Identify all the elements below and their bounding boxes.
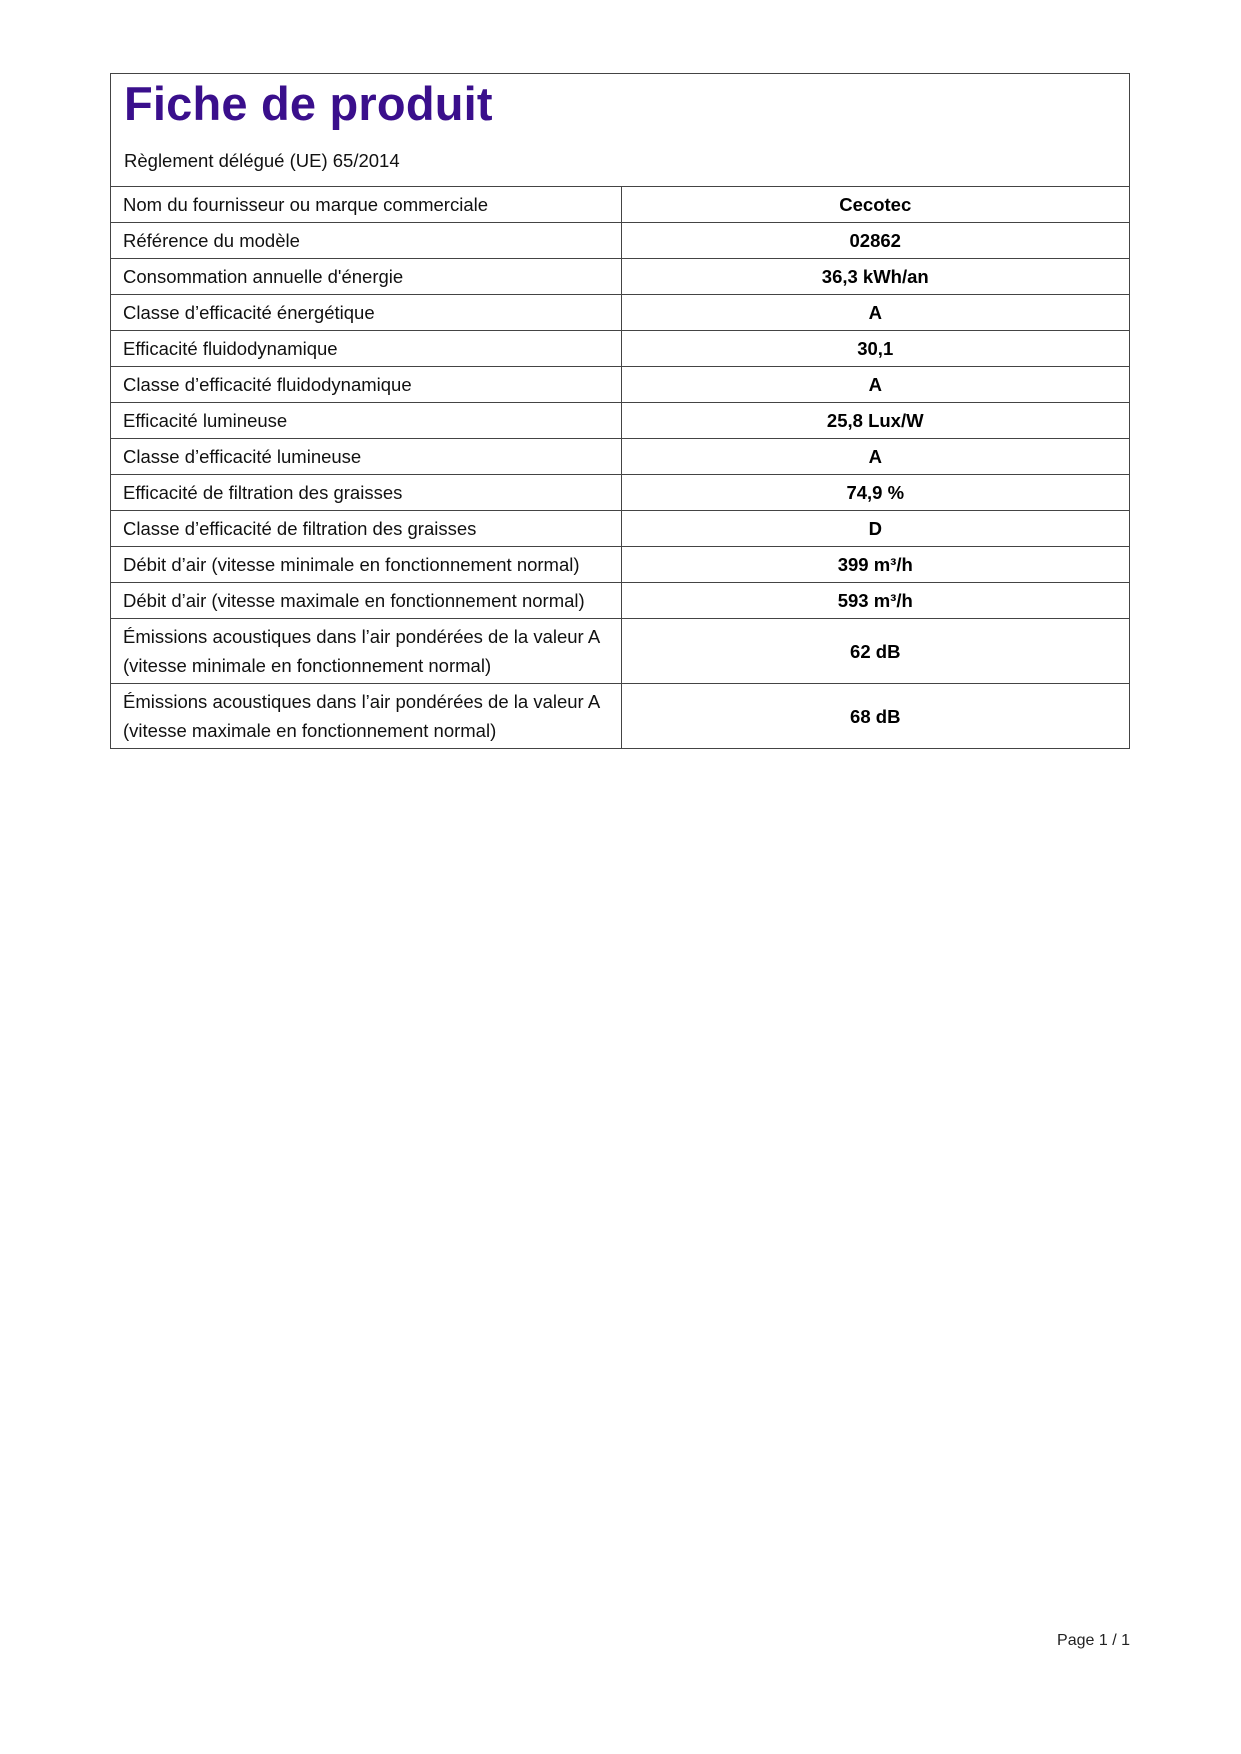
row-label: Consommation annuelle d'énergie	[111, 259, 621, 295]
sheet-header	[111, 74, 1129, 187]
row-value: 593 m³/h	[621, 583, 1129, 619]
row-label: Classe d’efficacité énergétique	[111, 295, 621, 331]
table-row-fluid-efficiency	[111, 331, 1129, 367]
row-value: 68 dB	[621, 684, 1129, 749]
table-row-light-class	[111, 439, 1129, 475]
row-label: Efficacité fluidodynamique	[111, 331, 621, 367]
row-value: A	[621, 439, 1129, 475]
row-value: 25,8 Lux/W	[621, 403, 1129, 439]
specs-table	[111, 187, 1129, 748]
table-row-noise-max	[111, 684, 1129, 749]
row-label: Efficacité de filtration des graisses	[111, 475, 621, 511]
table-row-grease-class	[111, 511, 1129, 547]
row-label: Classe d’efficacité de filtration des graisses	[111, 511, 621, 547]
table-row-light-efficiency	[111, 403, 1129, 439]
regulation-subtitle: Règlement délégué (UE) 65/2014	[124, 150, 400, 171]
row-label: Efficacité lumineuse	[111, 403, 621, 439]
table-row-airflow-min	[111, 547, 1129, 583]
row-label: Référence du modèle	[111, 223, 621, 259]
table-row-supplier	[111, 187, 1129, 223]
row-label: Classe d’efficacité fluidodynamique	[111, 367, 621, 403]
row-value: 62 dB	[621, 619, 1129, 684]
row-value: 02862	[621, 223, 1129, 259]
product-sheet	[110, 73, 1130, 749]
row-value: A	[621, 367, 1129, 403]
row-label: Nom du fournisseur ou marque commerciale	[111, 187, 621, 223]
row-label: Débit d’air (vitesse maximale en fonctionnement normal)	[111, 583, 621, 619]
row-label-line: (vitesse maximale en fonctionnement normal)	[123, 720, 497, 741]
table-row-fluid-class	[111, 367, 1129, 403]
row-value: D	[621, 511, 1129, 547]
table-row-model-reference	[111, 223, 1129, 259]
table-row-annual-energy	[111, 259, 1129, 295]
row-value: 399 m³/h	[621, 547, 1129, 583]
row-value: 36,3 kWh/an	[621, 259, 1129, 295]
row-label: Classe d’efficacité lumineuse	[111, 439, 621, 475]
table-row-airflow-max	[111, 583, 1129, 619]
row-label	[111, 619, 621, 684]
row-value: A	[621, 295, 1129, 331]
row-label-line: Émissions acoustiques dans l’air pondérées de la valeur A	[123, 626, 601, 647]
table-row-grease-efficiency	[111, 475, 1129, 511]
row-label: Débit d’air (vitesse minimale en fonctionnement normal)	[111, 547, 621, 583]
page-number: Page 1 / 1	[1057, 1632, 1130, 1649]
table-row-noise-min	[111, 619, 1129, 684]
row-label-line: (vitesse minimale en fonctionnement normal)	[123, 655, 492, 676]
table-row-energy-class	[111, 295, 1129, 331]
row-label-line: Émissions acoustiques dans l’air pondérées de la valeur A	[123, 691, 601, 712]
row-value: Cecotec	[839, 194, 912, 215]
row-label	[111, 684, 621, 749]
page-title: Fiche de produit	[124, 77, 493, 130]
row-value: 30,1	[621, 331, 1129, 367]
row-value: 74,9 %	[621, 475, 1129, 511]
